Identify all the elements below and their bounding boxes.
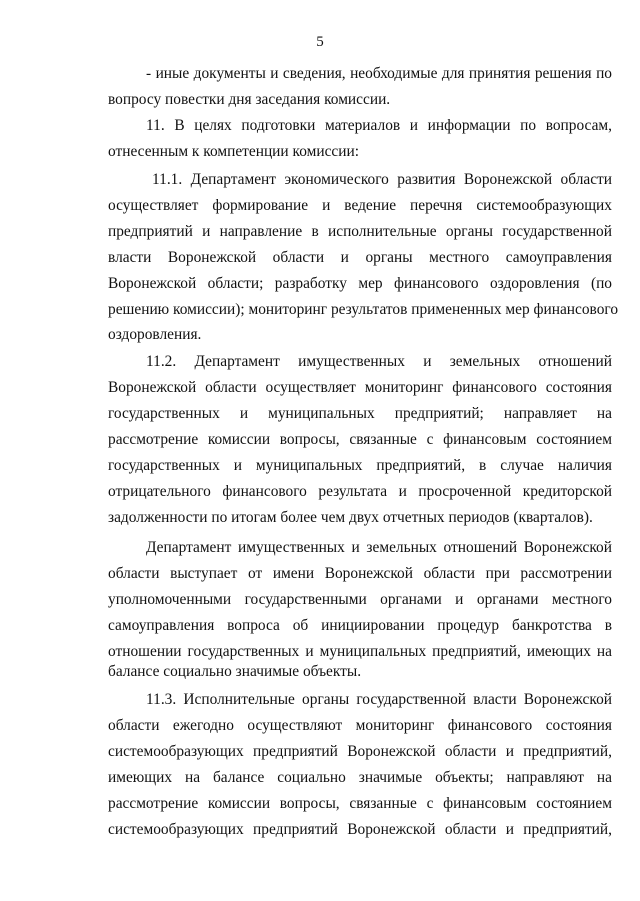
text-line: Департамент имущественных и земельных отношений Воронежской: [146, 539, 612, 556]
text-line: осуществляет формирование и ведение перечня системообразующих: [108, 197, 612, 214]
text-line: уполномоченными государственными органами и органами местного: [108, 591, 612, 608]
page-number: 5: [316, 34, 324, 50]
text-line: балансе социально значимые объекты.: [108, 663, 362, 680]
text-line: системообразующих предприятий Воронежской области и предприятий,: [108, 743, 612, 760]
text-line: вопросу повестки дня заседания комиссии.: [108, 91, 391, 108]
text-line: предприятий и направление в исполнительные органы государственной: [108, 223, 612, 240]
text-line: государственных и муниципальных предприятий, в случае наличия: [108, 457, 612, 474]
text-line: оздоровления.: [108, 326, 202, 343]
text-line: системообразующих предприятий Воронежской области и предприятий,: [108, 821, 612, 838]
text-line: - иные документы и сведения, необходимые для принятия решения по: [146, 65, 612, 82]
text-line: решению комиссии); мониторинг результатов примененных мер финансового: [108, 301, 619, 318]
text-line: 11. В целях подготовки материалов и информации по вопросам,: [146, 117, 612, 134]
text-line: Воронежской области; разработку мер финансового оздоровления (по: [108, 275, 612, 292]
text-line: имеющих на балансе социально значимые объекты; направляют на: [108, 769, 612, 786]
text-line: отношении государственных и муниципальных предприятий, имеющих на: [108, 643, 612, 660]
text-line: отрицательного финансового результата и просроченной кредиторской: [108, 483, 612, 500]
text-line: области выступает от имени Воронежской области при рассмотрении: [108, 565, 612, 582]
text-line: рассмотрение комиссии вопросы, связанные с финансовым состоянием: [108, 795, 612, 812]
text-line: государственных и муниципальных предприятий; направляет на: [108, 405, 612, 422]
text-line: самоуправления вопроса об инициировании процедур банкротства в: [108, 617, 612, 634]
text-line: 11.1. Департамент экономического развития Воронежской области: [152, 171, 612, 188]
text-line: рассмотрение комиссии вопросы, связанные с финансовым состоянием: [108, 431, 612, 448]
text-line: 11.3. Исполнительные органы государственной власти Воронежской: [146, 691, 612, 708]
text-line: власти Воронежской области и органы местного самоуправления: [108, 249, 612, 266]
text-line: задолженности по итогам более чем двух отчетных периодов (кварталов).: [108, 509, 593, 526]
text-line: 11.2. Департамент имущественных и земельных отношений: [146, 353, 612, 370]
text-line: Воронежской области осуществляет мониторинг финансового состояния: [108, 379, 612, 396]
text-line: области ежегодно осуществляют мониторинг финансового состояния: [108, 717, 612, 734]
text-line: отнесенным к компетенции комиссии:: [108, 143, 359, 160]
